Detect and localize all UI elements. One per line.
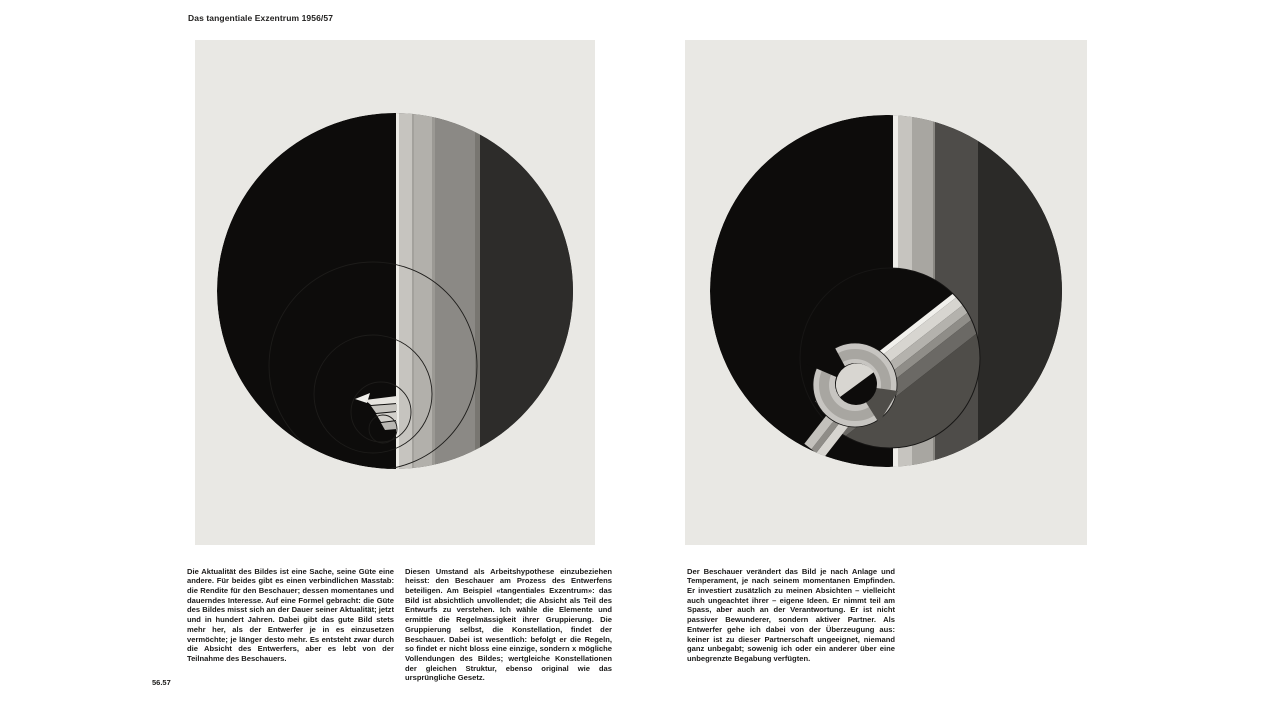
caption-column-3: Der Beschauer verändert das Bild je nach Anlage und Temperament, je nach seinem momentanen Empfinden. Er investiert zusätzlich zu meinen Absichten – vielleicht auch ungeachtet ihrer – eigene Ideen. Er nimmt teil am Spass, aber auch an der Verantwortung. Er ist nicht passiver Bewunderer, sondern aktiver Partner. Als Entwerfer gehe ich dabei von der Überzeugung aus: keiner ist zu dieser Partnerschaft ungeeignet, niemand ganz unbegabt; sowenig ich oder ein anderer über eine unbegrenzte Begabung verfügten. bbox=[687, 566, 895, 663]
page-title: Das tangentiale Exzentrum 1956/57 bbox=[188, 13, 334, 23]
artwork-left-image bbox=[195, 40, 595, 545]
page-number: 56.57 bbox=[152, 678, 171, 687]
artwork-right-panel bbox=[685, 40, 1087, 545]
caption-column-2: Diesen Umstand als Arbeitshypothese einzubeziehen heisst: den Beschauer am Prozess des Entwerfens beteiligen. Am Beispiel «tangentiales Exzentrum»: das Bild ist absichtlich unvollendet; die Absicht als Teil des Entwurfs zu verstehen. Ich wähle die Elemente und ermittle die Regelmässigkeit ihrer Gruppierung. Die Gruppierung selbst, die Konstellation, findet der Beschauer. Dabei ist wesentlich: befolgt er die Regeln, so findet er nicht bloss eine einzige, sondern x mögliche Vollendungen des Bildes; wertgleiche Konstellationen der gleichen Struktur, ebenso original wie das ursprüngliche Gesetz. bbox=[405, 566, 612, 683]
artwork-right-image bbox=[685, 40, 1087, 545]
caption-column-1: Die Aktualität des Bildes ist eine Sache, seine Güte eine andere. Für beides gibt es einen verbindlichen Masstab: die Rendite für den Beschauer; dessen momentanes und dauerndes Interesse. Auf eine Formel gebracht: die Güte des Bildes misst sich an der Dauer seiner Aktualität; jetzt und in hundert Jahren. Dabei gibt das gute Bild stets mehr her, als der Entwerfer je in es einzusetzen vermöchte; je länger desto mehr. Es entsteht zwar durch die Absicht des Entwerfers, aber es lebt von der Teilnahme des Beschauers. bbox=[187, 566, 394, 663]
artwork-left-panel bbox=[195, 40, 595, 545]
